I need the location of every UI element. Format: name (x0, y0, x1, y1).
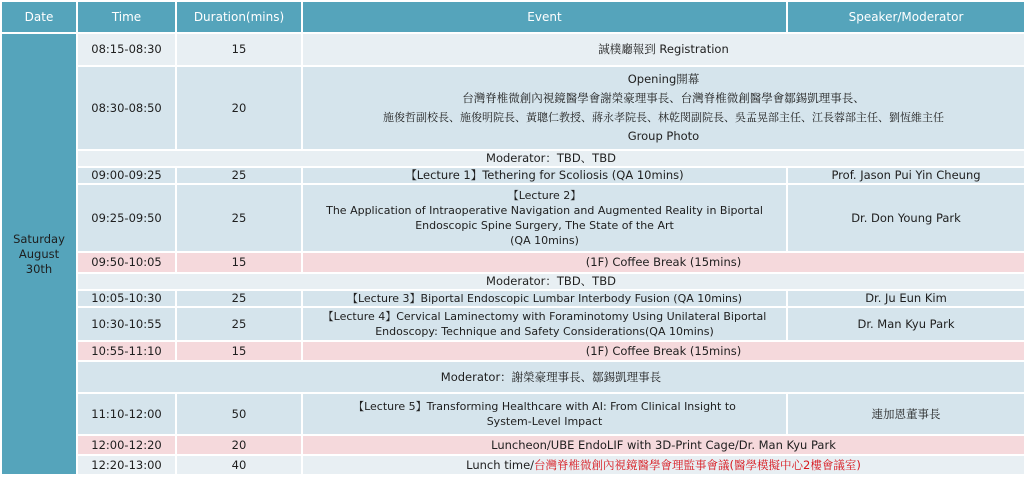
speaker-cell: Dr. Man Kyu Park (788, 308, 1024, 340)
event-line: System-Level Impact (486, 415, 603, 428)
duration-cell: 15 (177, 34, 301, 65)
header-event: Event (303, 2, 786, 32)
date-month: August (18, 246, 60, 261)
event-line: 【Lecture 4】Cervical Laminectomy with Foraminotomy Using Unilateral Biportal (322, 310, 767, 323)
event-line: Group Photo (627, 129, 700, 143)
duration-cell: 15 (177, 342, 301, 360)
header-speaker: Speaker/Moderator (788, 2, 1024, 32)
header-duration: Duration(mins) (177, 2, 301, 32)
event-line: 台灣脊椎微創內視鏡醫學會謝榮豪理事長、台灣脊椎微創醫學會鄒錫凱理事長、 (462, 91, 865, 105)
speaker-cell: Prof. Jason Pui Yin Cheung (788, 168, 1024, 183)
event-line: Endoscopic Spine Surgery, The State of the Art (415, 219, 674, 232)
table-row (2, 394, 1024, 434)
duration-cell: 25 (177, 185, 301, 251)
table-row (2, 168, 1024, 183)
duration-cell: 25 (177, 168, 301, 183)
date-weekday: Saturday (13, 231, 65, 246)
table-row (2, 308, 1024, 340)
event-line: The Application of Intraoperative Navigation and Augmented Reality in Biportal (326, 204, 763, 217)
duration-cell: 20 (177, 436, 301, 454)
table-row (2, 34, 1024, 65)
duration-cell: 15 (177, 253, 301, 272)
time-cell: 12:00-12:20 (78, 436, 175, 454)
event-cell: (1F) Coffee Break (15mins) (303, 342, 1024, 360)
board-meeting-label: 台灣脊椎微創內視鏡醫學會理監事會議(醫學模擬中心2樓會議室) (534, 457, 861, 472)
time-cell: 11:10-12:00 (78, 394, 175, 434)
lunch-label: Lunch time/ (466, 457, 535, 472)
moderator-row (2, 362, 1024, 392)
time-cell: 09:50-10:05 (78, 253, 175, 272)
table-row (2, 342, 1024, 360)
header-date: Date (2, 2, 76, 32)
moderator-cell: Moderator：TBD、TBD (78, 274, 1024, 289)
speaker-cell: 連加恩董事長 (788, 394, 1024, 434)
table-row (2, 67, 1024, 149)
speaker-cell: Dr. Ju Eun Kim (788, 291, 1024, 306)
moderator-cell: Moderator：TBD、TBD (78, 151, 1024, 166)
event-cell (303, 308, 786, 340)
moderator-row (2, 274, 1024, 289)
event-cell (303, 67, 1024, 149)
event-line: 【Lecture 5】Transforming Healthcare with AI: From Clinical Insight to (353, 400, 736, 413)
event-line: (QA 10mins) (510, 234, 579, 247)
date-cell (2, 34, 76, 474)
time-cell: 10:05-10:30 (78, 291, 175, 306)
table-row (2, 185, 1024, 251)
time-cell: 12:20-13:00 (78, 456, 175, 474)
event-line: Endoscopy: Technique and Safety Considerations(QA 10mins) (375, 325, 714, 338)
time-cell: 10:30-10:55 (78, 308, 175, 340)
time-cell: 09:00-09:25 (78, 168, 175, 183)
duration-cell: 40 (177, 456, 301, 474)
moderator-row (2, 151, 1024, 166)
event-cell: 【Lecture 3】Biportal Endoscopic Lumbar Interbody Fusion (QA 10mins) (303, 291, 786, 306)
duration-cell: 25 (177, 291, 301, 306)
duration-cell: 20 (177, 67, 301, 149)
event-cell (303, 394, 786, 434)
duration-cell: 25 (177, 308, 301, 340)
date-day: 30th (25, 261, 53, 276)
header-row (2, 2, 1024, 32)
table-row (2, 436, 1024, 454)
moderator-cell: Moderator：謝榮豪理事長、鄒錫凱理事長 (78, 362, 1024, 392)
time-cell: 09:25-09:50 (78, 185, 175, 251)
event-cell (303, 456, 1024, 474)
table-row (2, 291, 1024, 306)
event-cell: 誠樸廳報到 Registration (303, 34, 1024, 65)
event-cell (303, 185, 786, 251)
time-cell: 08:15-08:30 (78, 34, 175, 65)
event-cell: 【Lecture 1】Tethering for Scoliosis (QA 10mins) (303, 168, 786, 183)
time-cell: 08:30-08:50 (78, 67, 175, 149)
event-line: 【Lecture 2】 (507, 189, 582, 202)
time-cell: 10:55-11:10 (78, 342, 175, 360)
header-time: Time (78, 2, 175, 32)
event-cell: Luncheon/UBE EndoLIF with 3D-Print Cage/Dr. Man Kyu Park (303, 436, 1024, 454)
table-row (2, 456, 1024, 474)
speaker-cell: Dr. Don Young Park (788, 185, 1024, 251)
duration-cell: 50 (177, 394, 301, 434)
table-row (2, 253, 1024, 272)
event-cell: (1F) Coffee Break (15mins) (303, 253, 1024, 272)
event-line: Opening開幕 (627, 72, 700, 86)
event-line: 施俊哲副校長、施俊明院長、黃聰仁教授、蔣永孝院長、林乾閔副院長、吳孟晃部主任、江長蓉部主任、劉恆維主任 (383, 111, 944, 124)
